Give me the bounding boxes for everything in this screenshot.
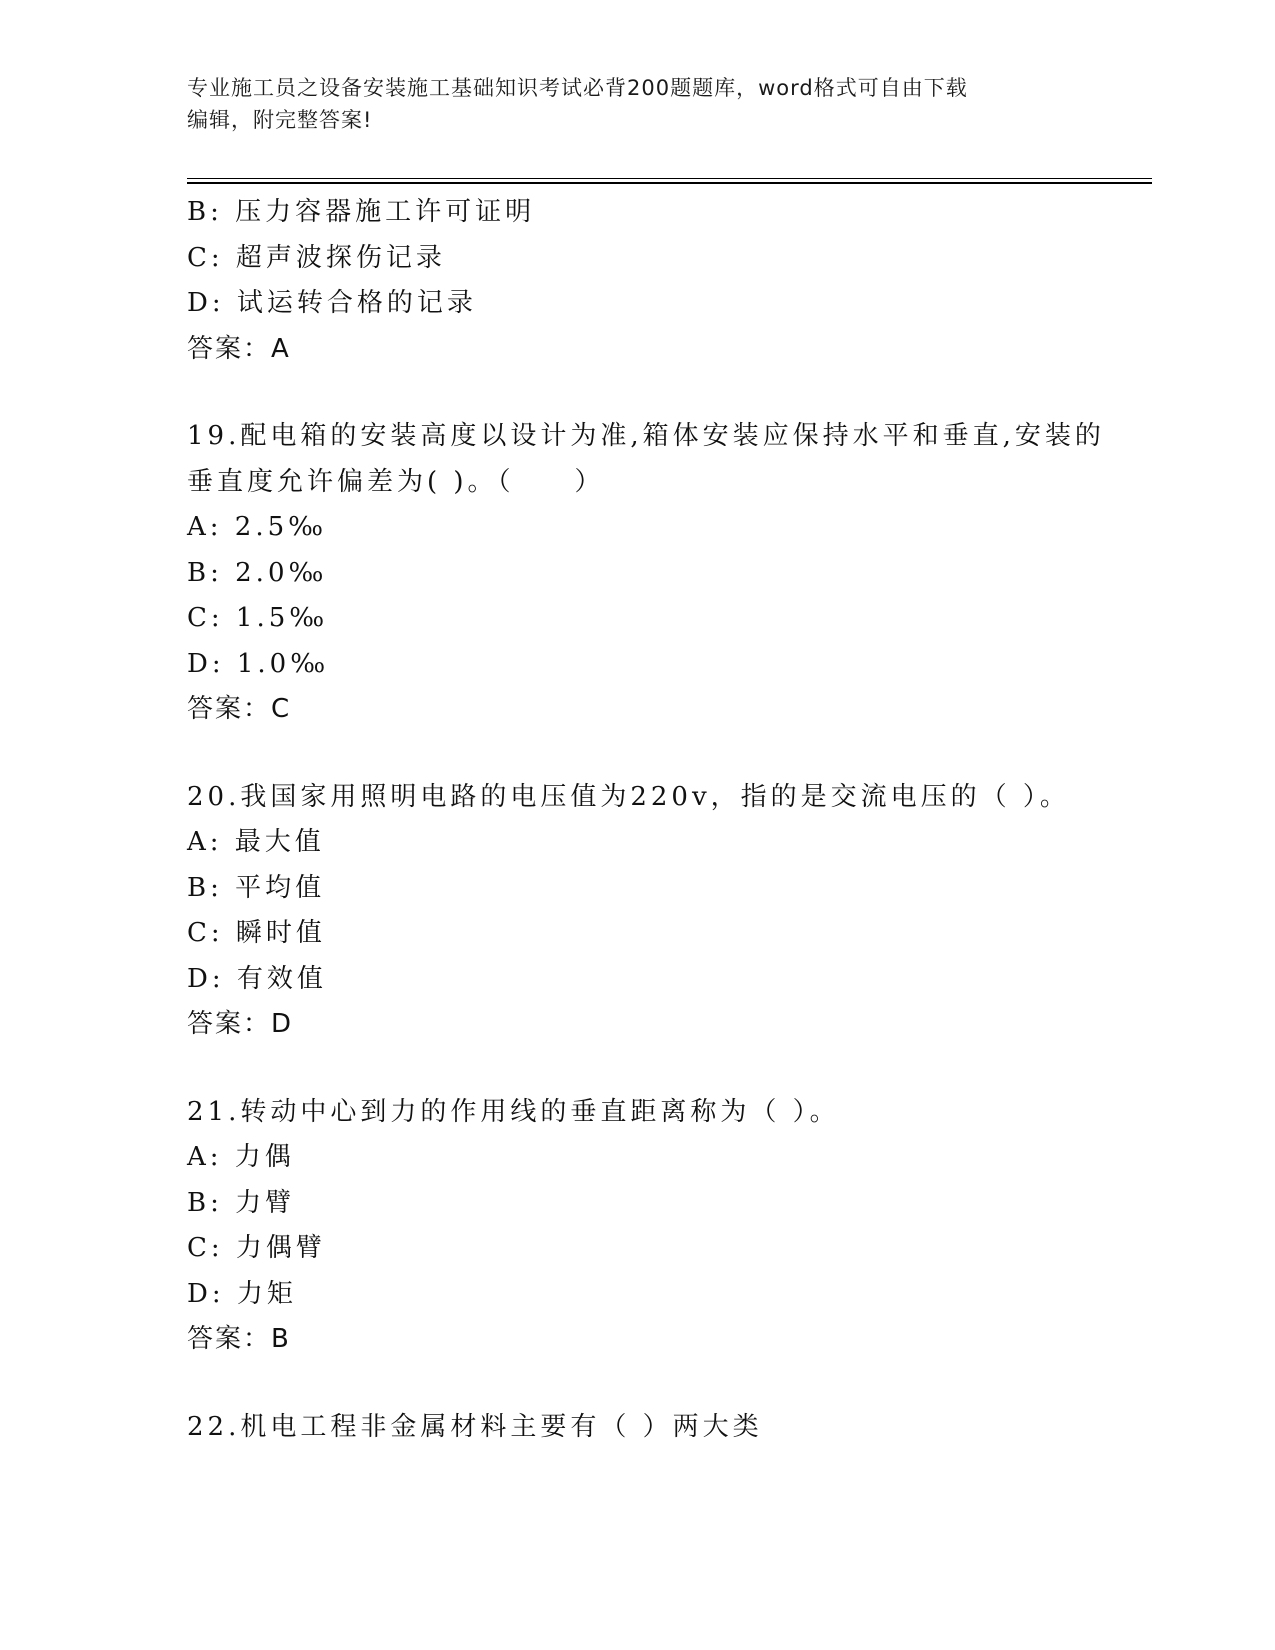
option-b: B: 压力容器施工许可证明 xyxy=(187,197,536,227)
option-c: C: 1.5‰ xyxy=(187,603,329,633)
document-header xyxy=(187,72,1067,136)
question-18 xyxy=(187,190,1152,372)
question-20 xyxy=(187,775,1152,1048)
option-d: D: 试运转合格的记录 xyxy=(187,288,477,318)
question-text: 22.机电工程非金属材料主要有（ ）两大类 xyxy=(187,1411,763,1442)
question-list xyxy=(187,190,1152,1450)
answer: 答案：C xyxy=(187,694,292,724)
option-d: D: 力矩 xyxy=(187,1278,297,1309)
question-text-line-1: 19.配电箱的安装高度以设计为准,箱体安装应保持水平和垂直,安装的 xyxy=(187,421,1105,451)
option-c: C: 超声波探伤记录 xyxy=(187,242,446,273)
option-a: A: 2.5‰ xyxy=(187,512,328,542)
spacer xyxy=(187,372,1152,414)
option-b: B: 2.0‰ xyxy=(187,557,328,588)
header-divider-thin xyxy=(187,178,1152,179)
header-line-1: 专业施工员之设备安装施工基础知识考试必背200题题库，word格式可自由下载 xyxy=(187,76,968,100)
question-21 xyxy=(187,1090,1152,1363)
question-text: 20.我国家用照明电路的电压值为220v，指的是交流电压的（ ）。 xyxy=(187,781,1070,812)
answer: 答案：D xyxy=(187,1009,294,1039)
spacer xyxy=(187,1048,1152,1090)
spacer xyxy=(187,733,1152,775)
spacer xyxy=(187,1363,1152,1405)
option-d: D: 有效值 xyxy=(187,963,327,994)
option-c: C: 瞬时值 xyxy=(187,918,326,948)
option-b: B: 平均值 xyxy=(187,872,326,903)
question-text: 21.转动中心到力的作用线的垂直距离称为（ ）。 xyxy=(187,1096,840,1127)
question-text-line-2: 垂直度允许偏差为( )。（ ） xyxy=(187,466,605,497)
header-line-2: 编辑，附完整答案! xyxy=(187,108,373,132)
option-b: B: 力臂 xyxy=(187,1187,296,1218)
answer: 答案：B xyxy=(187,1324,291,1354)
question-22 xyxy=(187,1405,1152,1451)
option-a: A: 最大值 xyxy=(187,827,325,857)
option-c: C: 力偶臂 xyxy=(187,1233,326,1263)
option-a: A: 力偶 xyxy=(187,1142,295,1172)
header-divider-thick xyxy=(187,182,1152,184)
question-19 xyxy=(187,414,1152,733)
option-d: D: 1.0‰ xyxy=(187,648,330,679)
answer: 答案：A xyxy=(187,333,291,364)
